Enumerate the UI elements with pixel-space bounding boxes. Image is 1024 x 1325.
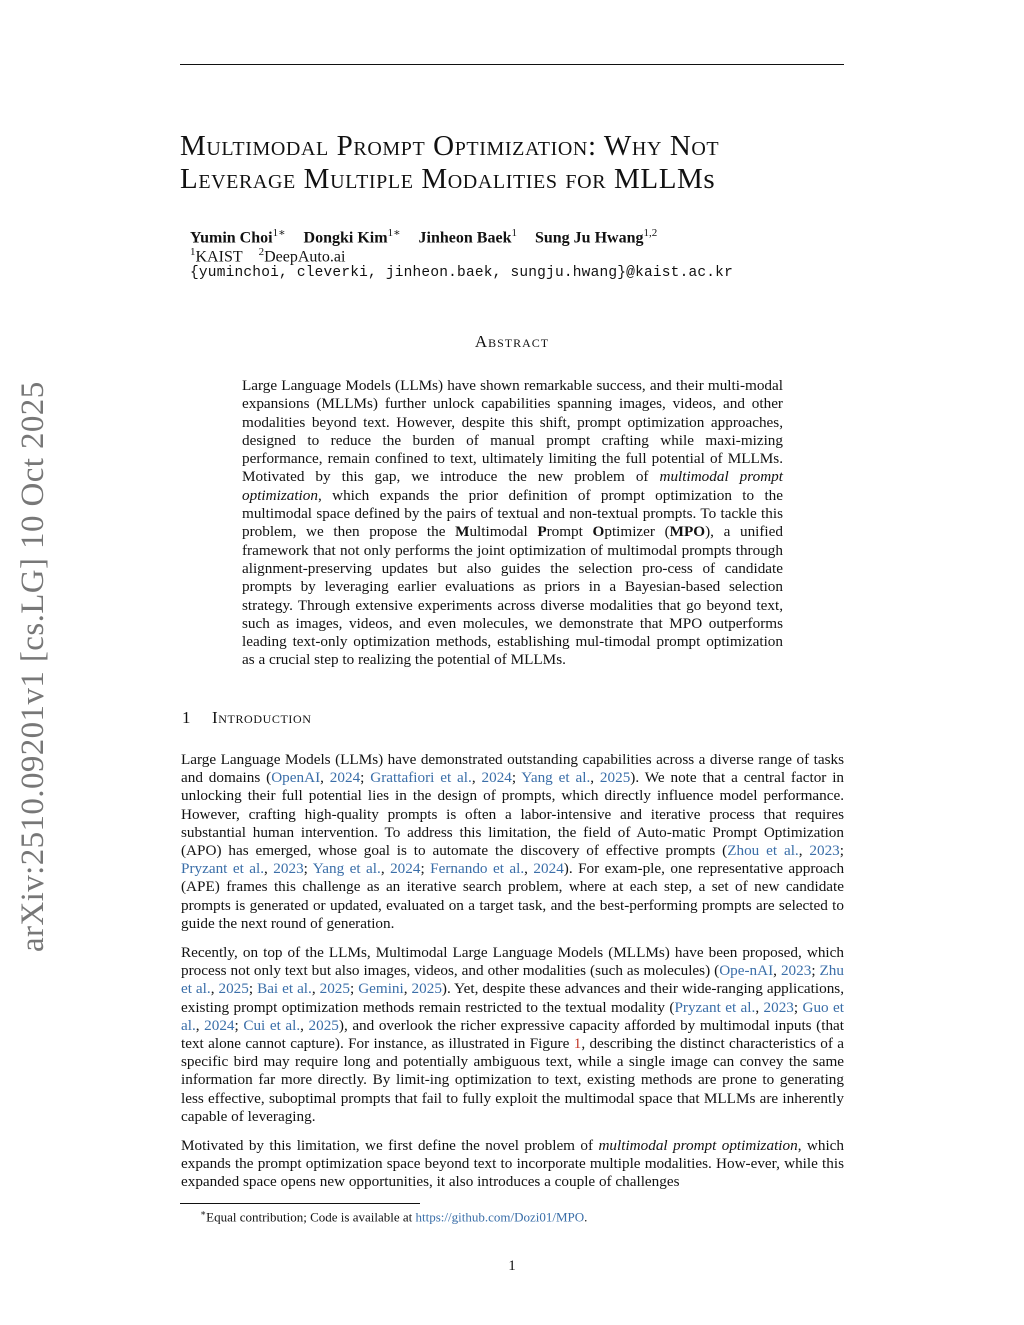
citation-sep: ;: [793, 998, 803, 1016]
arxiv-stamp-text: arXiv:2510.09201v1 [cs.LG] 10 Oct 2025: [15, 381, 51, 952]
authors: [190, 226, 657, 247]
footnote-rule: [180, 1203, 420, 1204]
citation-link[interactable]: Bai et al.: [257, 980, 312, 998]
citation-sep: ,: [300, 1016, 309, 1034]
abstract-heading: Abstract: [474, 332, 550, 351]
citation-sep: ,: [798, 842, 810, 860]
citation-year-link[interactable]: 2025: [411, 980, 442, 998]
author-mark: 1∗: [272, 227, 286, 239]
section-title: Introduction: [212, 708, 312, 727]
citation-link[interactable]: Pryzant et al.: [674, 998, 756, 1016]
affil-name: DeepAuto.ai: [264, 248, 346, 266]
affil-name: KAIST: [195, 248, 243, 266]
footnote: [200, 1208, 587, 1225]
title-line-2-b: MLLMs: [614, 163, 716, 195]
author-name: Jinheon Baek: [418, 229, 512, 247]
top-rule: [180, 64, 844, 65]
citation-sep: ,: [471, 769, 482, 787]
citation-link[interactable]: Pryzant et al.: [181, 860, 265, 878]
author-name: Yumin Choi: [190, 229, 273, 247]
author-emails: {yuminchoi, cleverki, jinheon.baek, sungju.hwang}@kaist.ac.kr: [190, 265, 733, 281]
arxiv-stamp: [15, 372, 55, 952]
intro-paragraph-3: [181, 1137, 844, 1192]
intro-paragraph-1: [181, 751, 844, 933]
citation-link[interactable]: Yang et al.: [312, 860, 381, 878]
abstract-text: ptimizer (: [604, 523, 670, 541]
abstract-bold: MPO: [669, 523, 706, 541]
citation-year-link[interactable]: 2024: [481, 769, 512, 787]
citation-sep: ,: [195, 1016, 205, 1034]
paragraph-text: ). We note that a central factor in unlocking their full potential lies in the design of prompts, which directly influence model performance. However, crafting high-quality prompts is often a labor-intensive and iterative process that requires substantial human intervention. To address this limitation, the field of Auto-matic Prompt Optimization (APO) has emerged, whose goal is to automate the discovery of effective prompts (: [181, 769, 845, 860]
citation-year-link[interactable]: 2025: [319, 980, 350, 998]
citation-sep: ,: [773, 962, 781, 980]
paper-title: [180, 130, 844, 196]
citation-link[interactable]: Guo et al.: [181, 998, 844, 1034]
citation-sep: ,: [320, 769, 330, 787]
author-name: Sung Ju Hwang: [534, 229, 644, 247]
affiliations: [190, 246, 345, 266]
citation-sep: ;: [420, 860, 431, 878]
citation-year-link[interactable]: 2025: [599, 769, 631, 787]
abstract-bold: O: [592, 523, 605, 541]
citation-link[interactable]: Yang et al.: [521, 769, 591, 787]
citation-sep: ,: [311, 980, 320, 998]
abstract-text: , which expands the prior definition of prompt optimization to the multimodal space defined by the pairs of textual and non-textual prompts. To tackle this problem, we then propose the: [242, 486, 783, 541]
abstract-bold: M: [455, 523, 470, 541]
abstract-text: rompt: [546, 523, 593, 541]
citation-sep: ;: [839, 842, 844, 860]
title-line-2: [180, 163, 844, 196]
title-line-2-a: Leverage Multiple Modalities for: [180, 163, 614, 195]
citation-sep: ;: [811, 962, 820, 980]
figure-ref-link[interactable]: 1: [573, 1035, 582, 1053]
citation-sep: ,: [380, 860, 391, 878]
section-heading: [182, 708, 312, 728]
page-number: 1: [508, 1258, 516, 1274]
paragraph-text: Motivated by this limitation, we first define the novel problem of: [181, 1137, 599, 1154]
citation-sep: ;: [234, 1016, 244, 1034]
citation-sep: ,: [403, 980, 412, 998]
section-number: 1: [182, 708, 192, 727]
abstract-body: [242, 377, 783, 670]
citation-link[interactable]: Ope-nAI: [719, 962, 774, 980]
code-url-link[interactable]: https://github.com/Dozi01/MPO: [415, 1209, 585, 1225]
citation-link[interactable]: Gemini: [358, 980, 404, 998]
citation-link[interactable]: Zhou et al.: [727, 842, 799, 860]
citation-link[interactable]: Grattafiori et al.: [370, 769, 472, 787]
abstract-emphasis: multimodal prompt optimization: [242, 468, 783, 504]
paragraph-text: Recently, on top of the LLMs, Multimodal Large Language Models (MLLMs) have been proposed, which process not only text but also images, videos, and other modalities (such as molecules) (: [181, 944, 844, 980]
affil-mark: 1: [190, 246, 196, 258]
author-mark: 1∗: [387, 227, 401, 239]
paragraph-text: , describing the distinct characteristics of a specific bird may require long and potentially ambiguous text, while a single image can convey the same information far more directly. By limit-ing optimization to text, existing methods are prone to generating less effective, suboptimal prompts that fail to fully exploit the multimodal space that MLLMs are inherently capable of leveraging.: [181, 1035, 844, 1125]
citation-sep: ;: [349, 980, 359, 998]
affil-mark: 2: [258, 246, 265, 258]
intro-paragraph-2: [181, 944, 844, 1126]
abstract-text: ), a unified framework that not only performs the joint optimization of multimodal prompts through alignment-preserving updates but also guides the selection pro-cess of candidate prompts by leveraging earlier evaluations as priors in a Bayesian-based selection strategy. Through extensive experiments across diverse modalities that go beyond text, such as images, videos, and even molecules, we demonstrate that MPO outperforms leading text-only optimization methods, establishing mul-timodal prompt optimization as a crucial step to realizing the potential of MLLMs.: [242, 523, 783, 669]
citation-sep: ;: [511, 769, 522, 787]
citation-link[interactable]: Fernando et al.: [430, 860, 525, 878]
abstract-text: Large Language Models (LLMs) have shown remarkable success, and their multi-modal expansions (MLLMs) further unlock capabilities spanning images, videos, and other modalities beyond text. However, despite this shift, prompt optimization approaches, designed to reduce the burden of manual prompt crafting while maxi-mizing performance, remain confined to text, ultimately limiting the full potential of MLLMs. Motivated by this gap, we introduce the new problem of: [242, 377, 783, 486]
citation-year-link[interactable]: 2023: [780, 962, 812, 980]
citation-sep: ,: [755, 998, 764, 1016]
citation-year-link[interactable]: 2024: [390, 860, 421, 878]
citation-sep: ;: [303, 860, 313, 878]
citation-link[interactable]: Cui et al.: [243, 1016, 301, 1034]
citation-sep: ,: [524, 860, 534, 878]
paragraph-emphasis: multimodal prompt optimization: [598, 1137, 798, 1154]
footnote-text: Equal contribution; Code is available at: [206, 1209, 416, 1225]
footnote-end: .: [584, 1209, 588, 1225]
citation-sep: ,: [590, 769, 600, 787]
paragraph-text: ), and overlook the richer expressive capacity afforded by multimodal inputs (that text alone cannot capture). For instance, as illustrated in Figure: [181, 1016, 844, 1053]
citation-sep: ;: [360, 769, 371, 787]
paragraph-text: , which expands the prompt optimization space beyond text to incorporate multiple modalities. How-ever, while this expanded space opens new opportunities, it also introduces a couple of challenges: [181, 1137, 845, 1191]
citation-link[interactable]: Zhu et al.: [181, 962, 844, 998]
author-name: Dongki Kim: [303, 229, 388, 247]
abstract-text: ultimodal: [469, 523, 538, 541]
citation-sep: ;: [248, 980, 258, 998]
citation-link[interactable]: OpenAI: [271, 769, 321, 787]
author-mark: 1: [511, 227, 517, 239]
title-line-1: Multimodal Prompt Optimization: Why Not: [180, 130, 720, 162]
footnote-mark: ∗: [200, 1208, 207, 1218]
citation-year-link[interactable]: 2024: [204, 1016, 235, 1034]
citation-year-link[interactable]: 2024: [533, 860, 564, 878]
abstract-bold: P: [537, 523, 547, 541]
citation-year-link[interactable]: 2025: [218, 980, 249, 998]
paragraph-text: ). For exam-ple, one representative approach (APE) frames this challenge as an iterative search problem, where at each step, a set of new candidate prompts is generated or updated, evaluated on a target task, and the best-performing prompts are selected to guide the next round of generation.: [181, 860, 845, 932]
citation-sep: ,: [264, 860, 274, 878]
paragraph-text: ). Yet, despite these advances and their wide-ranging applications, existing prompt optimization methods remain restricted to the textual modality (: [181, 980, 845, 1016]
author-mark: 1,2: [643, 227, 658, 239]
citation-year-link[interactable]: 2024: [329, 769, 361, 787]
citation-year-link[interactable]: 2023: [809, 842, 840, 860]
paragraph-text: Large Language Models (LLMs) have demonstrated outstanding capabilities across a diverse range of tasks and domains (: [181, 751, 844, 787]
citation-year-link[interactable]: 2025: [308, 1016, 339, 1034]
citation-year-link[interactable]: 2023: [763, 998, 794, 1016]
citation-sep: ,: [210, 980, 219, 998]
citation-year-link[interactable]: 2023: [273, 860, 304, 878]
